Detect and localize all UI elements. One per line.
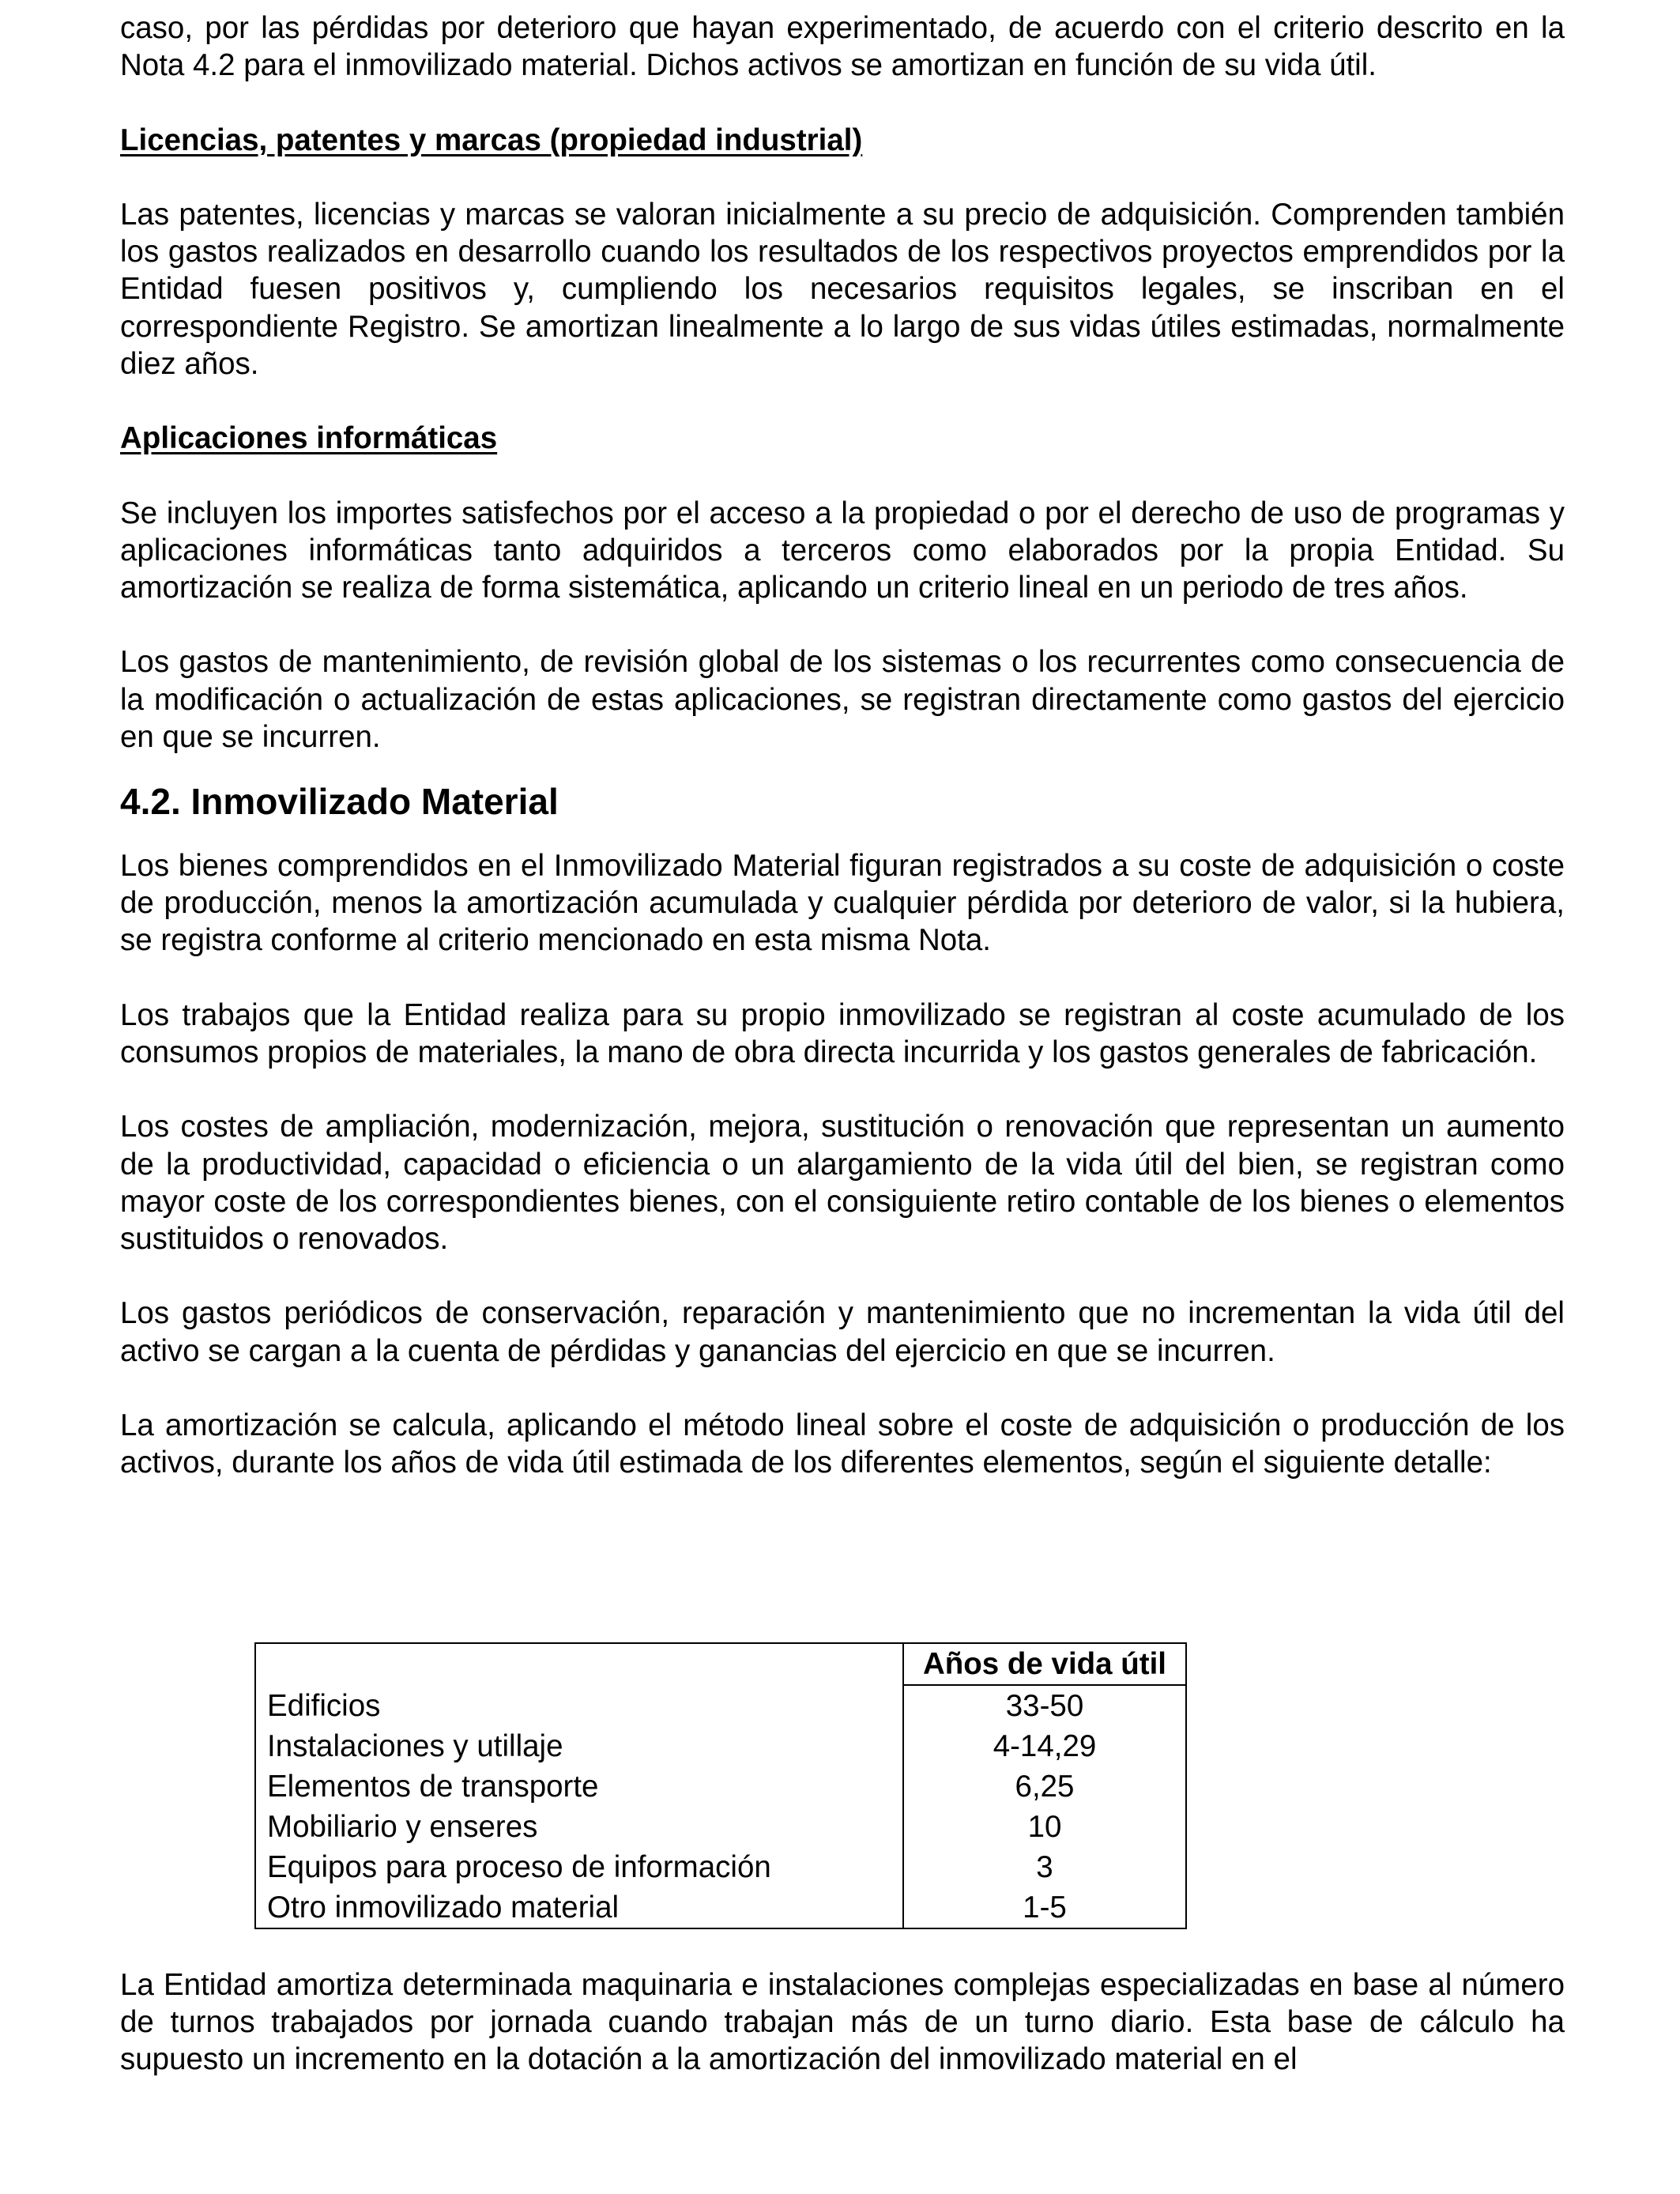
row-item: Edificios bbox=[255, 1685, 903, 1726]
table-row bbox=[255, 1847, 1186, 1887]
document-page bbox=[120, 0, 1565, 1481]
material-paragraph-1: Los bienes comprendidos en el Inmovilizado Material figuran registrados a su coste de adquisición o coste de producción, menos la amortización acumulada y cualquier pérdida por deterioro de valor, si la hubiera, se registra conforme al criterio mencionado en esta misma Nota. bbox=[120, 848, 1565, 958]
table-row bbox=[255, 1685, 1186, 1726]
row-years: 6,25 bbox=[1015, 1770, 1075, 1804]
row-years: 10 bbox=[1027, 1810, 1062, 1844]
closing-paragraph: La Entidad amortiza determinada maquinaria e instalaciones complejas especializadas en base al número de turnos trabajados por jornada cuando trabajan más de un turno diario. Esta base de cálculo ha supuesto un incremento en la dotación a la amortización del inmovilizado material en el bbox=[120, 1968, 1565, 2077]
row-years: 4-14,29 bbox=[993, 1729, 1097, 1763]
row-years: 3 bbox=[1036, 1850, 1053, 1884]
material-paragraph-3: Los costes de ampliación, modernización, mejora, sustitución o renovación que representan un aumento de la productividad, capacidad o eficiencia o un alargamiento de la vida útil del bien, se registran como mayor coste de los correspondientes bienes, con el consiguiente retiro contable de los bienes o elementos sustituidos o renovados. bbox=[120, 1110, 1565, 1256]
table-row bbox=[255, 1726, 1186, 1766]
header-years-cell: Años de vida útil bbox=[903, 1643, 1186, 1685]
row-item: Instalaciones y utillaje bbox=[255, 1726, 903, 1766]
licencias-paragraph: Las patentes, licencias y marcas se valoran inicialmente a su precio de adquisición. Comprenden también los gastos realizados en desarrollo cuando los resultados de los respectivos proyectos emprendidos por la Entidad fuesen positivos y, cumpliendo los necesarios requisitos legales, se inscriban en el correspondiente Registro. Se amortizan linealmente a lo largo de sus vidas útiles estimadas, normalmente diez años. bbox=[120, 197, 1565, 381]
useful-life-table bbox=[254, 1642, 1187, 1929]
table-header-row bbox=[255, 1643, 1186, 1685]
table-row bbox=[255, 1807, 1186, 1847]
aplicaciones-heading: Aplicaciones informáticas bbox=[120, 421, 498, 456]
material-paragraph-2: Los trabajos que la Entidad realiza para su propio inmovilizado se registran al coste acumulado de los consumos propios de materiales, la mano de obra directa incurrida y los gastos generales de fabricación. bbox=[120, 997, 1565, 1069]
intro-paragraph: caso, por las pérdidas por deterioro que hayan experimentado, de acuerdo con el criterio descrito en la Nota 4.2 para el inmovilizado material. Dichos activos se amortizan en función de su vida útil. bbox=[120, 11, 1565, 83]
row-years: 33-50 bbox=[1005, 1689, 1084, 1723]
section-heading-inmovilizado: 4.2. Inmovilizado Material bbox=[120, 780, 559, 822]
row-item: Equipos para proceso de información bbox=[255, 1847, 903, 1887]
row-item: Elementos de transporte bbox=[255, 1766, 903, 1807]
table-row bbox=[255, 1766, 1186, 1807]
header-item-cell bbox=[255, 1643, 903, 1685]
material-paragraph-4: Los gastos periódicos de conservación, reparación y mantenimiento que no incrementan la vida útil del activo se cargan a la cuenta de pérdidas y ganancias del ejercicio en que se incurren. bbox=[120, 1296, 1565, 1368]
closing-block bbox=[120, 1966, 1565, 2079]
row-item: Mobiliario y enseres bbox=[255, 1807, 903, 1847]
licencias-heading: Licencias, patentes y marcas (propiedad industrial) bbox=[120, 123, 863, 157]
material-paragraph-5: La amortización se calcula, aplicando el método lineal sobre el coste de adquisición o producción de los activos, durante los años de vida útil estimada de los diferentes elementos, según el siguiente detalle: bbox=[120, 1408, 1565, 1480]
row-item: Otro inmovilizado material bbox=[255, 1887, 903, 1928]
table-row bbox=[255, 1887, 1186, 1928]
row-years: 1-5 bbox=[1023, 1891, 1067, 1924]
aplicaciones-paragraph-2: Los gastos de mantenimiento, de revisión global de los sistemas o los recurrentes como consecuencia de la modificación o actualización de estas aplicaciones, se registran directamente como gastos del ejercicio en que se incurren. bbox=[120, 645, 1565, 754]
aplicaciones-paragraph-1: Se incluyen los importes satisfechos por el acceso a la propiedad o por el derecho de uso de programas y aplicaciones informáticas tanto adquiridos a terceros como elaborados por la propia Entidad. Su amortización se realiza de forma sistemática, aplicando un criterio lineal en un periodo de tres años. bbox=[120, 496, 1565, 605]
